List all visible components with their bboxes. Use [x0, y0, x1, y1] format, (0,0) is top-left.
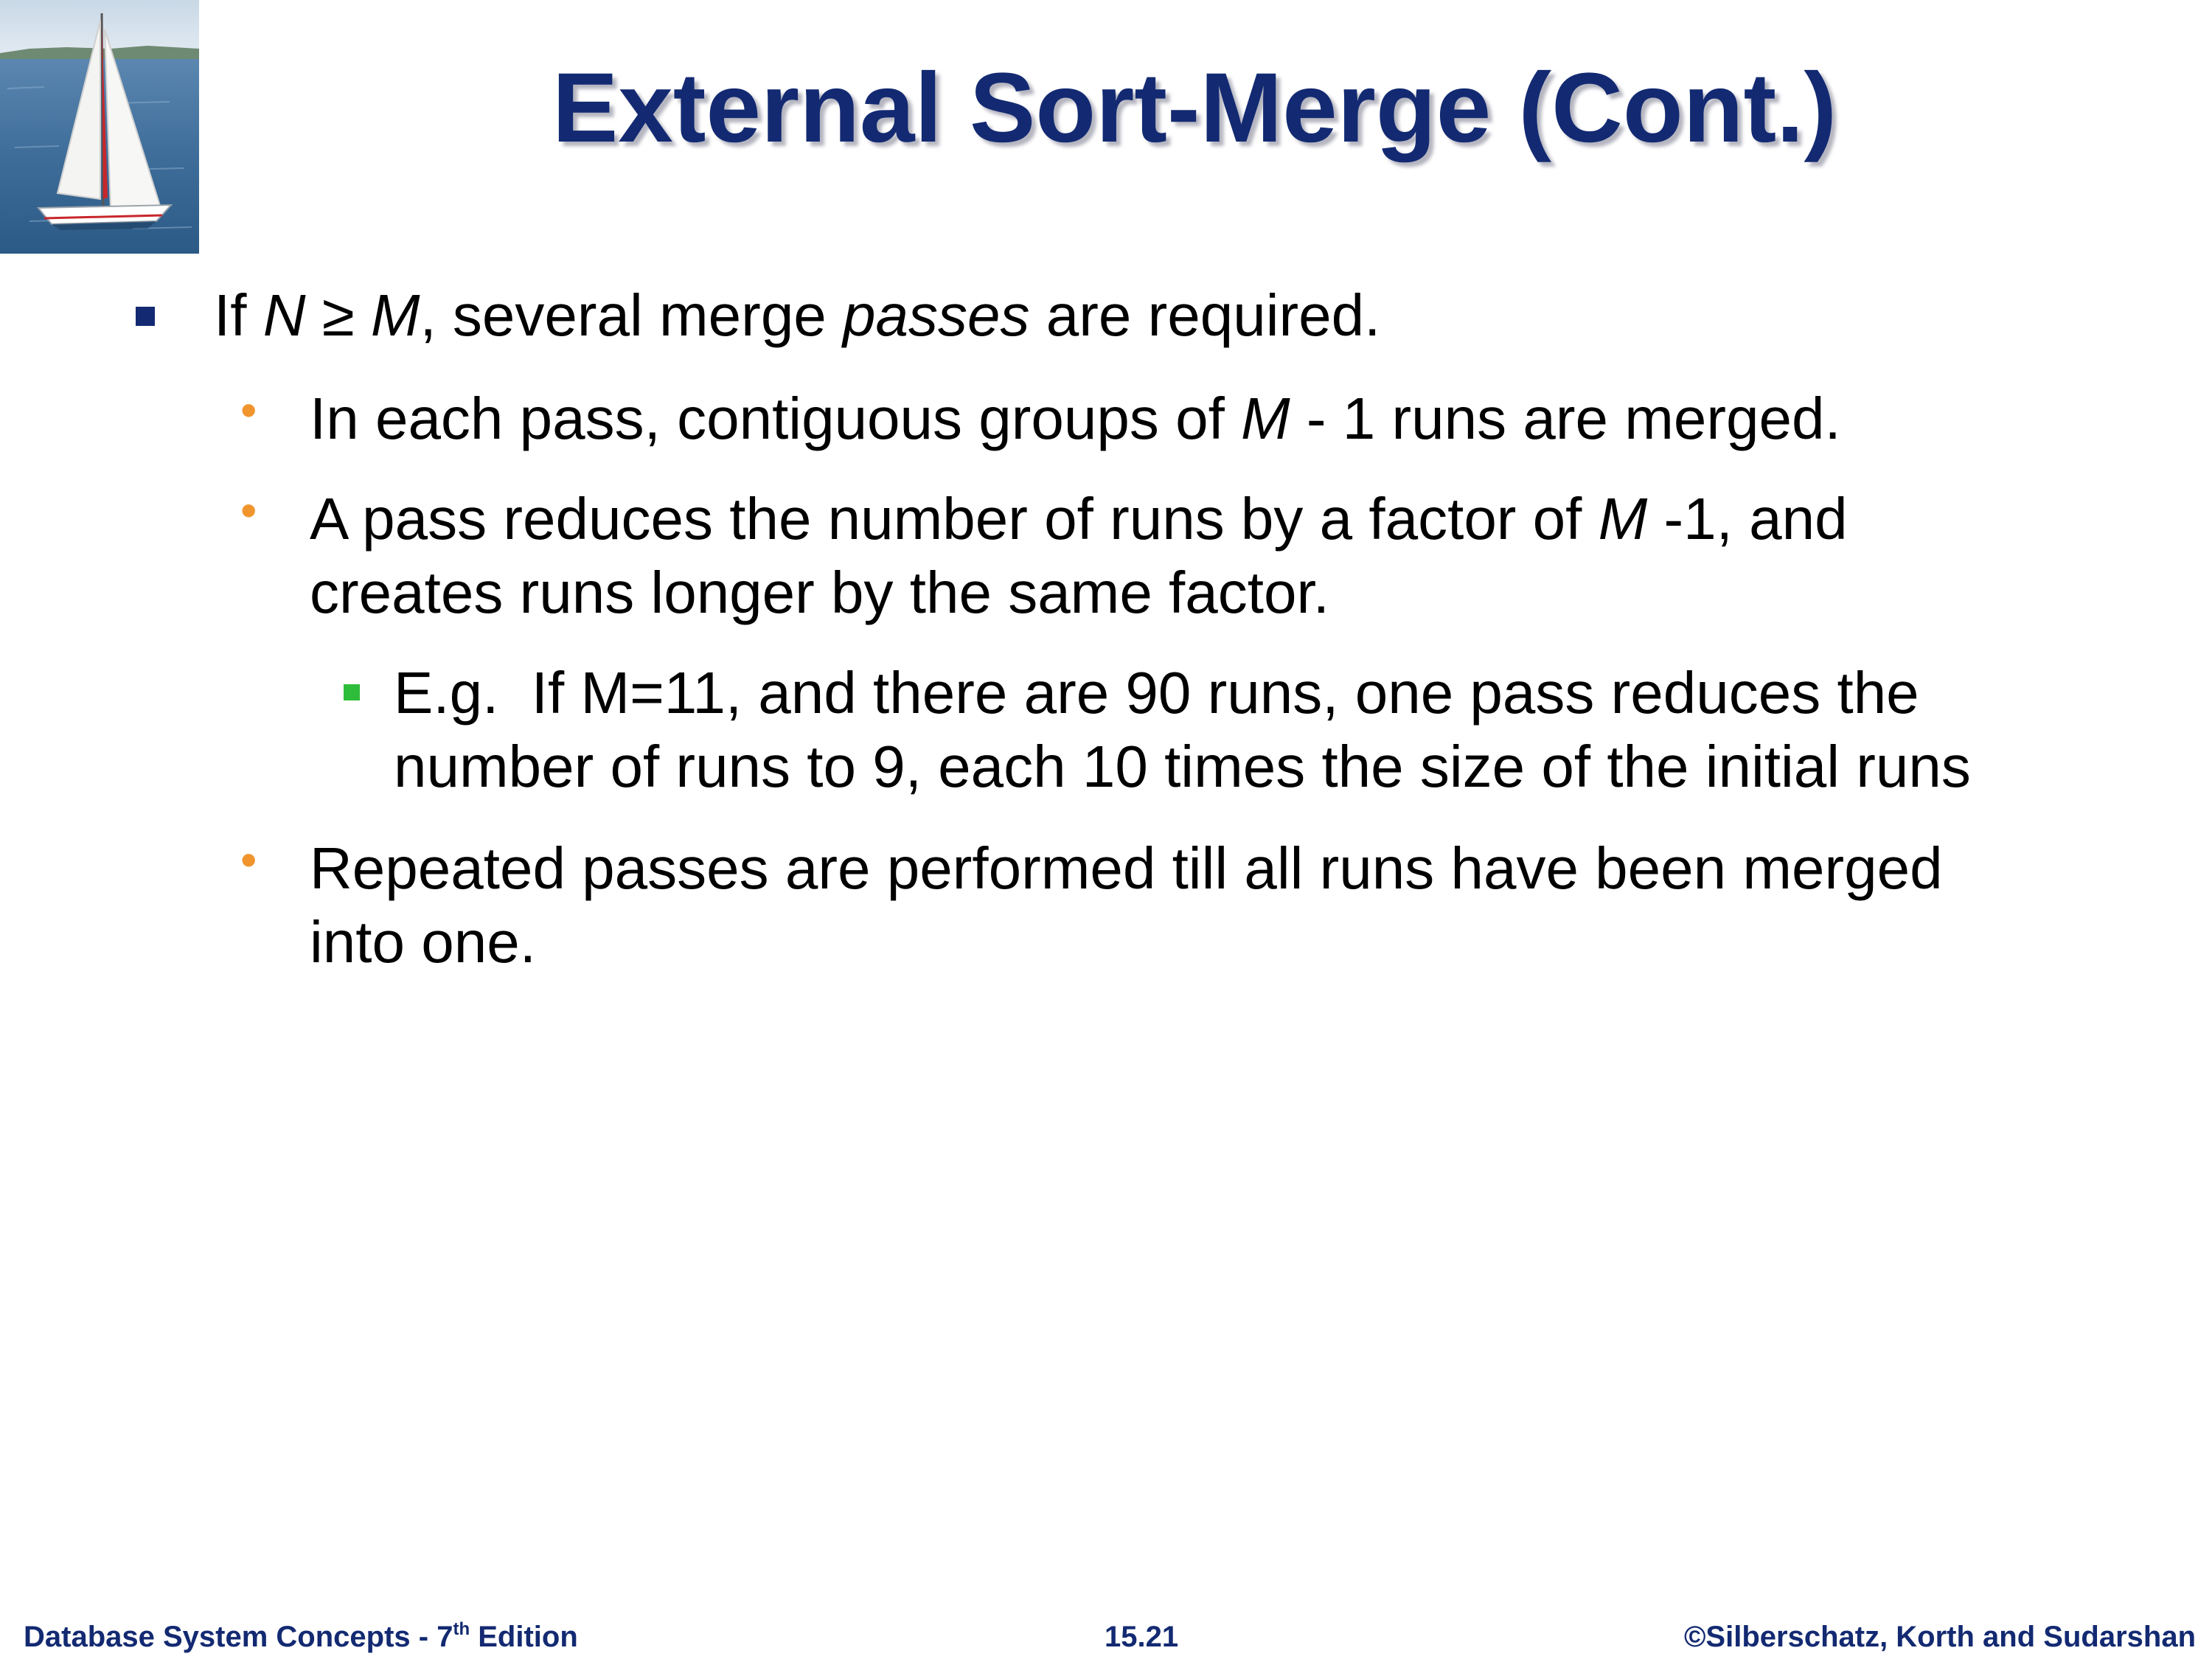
dot-bullet-icon: • [240, 833, 257, 886]
footer-superscript: th [453, 1619, 470, 1639]
dot-bullet-icon: • [240, 484, 257, 537]
footer-text: Database System Concepts - 7 [24, 1621, 453, 1653]
footer-book-title [24, 1621, 578, 1654]
bullet-text: If [214, 282, 263, 348]
slide-title: External Sort-Merge (Cont.) [552, 53, 1837, 163]
bullet-text: A pass reduces the number of runs by a factor of [310, 486, 1599, 552]
bullet-item-reduces [310, 482, 1848, 630]
bullet-item-repeated [310, 832, 1943, 979]
variable-m: M [1241, 386, 1290, 451]
bullet-item-example [394, 656, 1971, 804]
footer-copyright: ©Silberschatz, Korth and Sudarshan [1683, 1621, 2196, 1653]
bullet-line [310, 482, 1848, 556]
square-bullet-icon [136, 307, 155, 326]
bullet-line: into one. [310, 909, 536, 975]
bullet-text: , several merge [420, 282, 844, 348]
ge-symbol: ≥ [305, 282, 371, 348]
bullet-text: In each pass, contiguous groups of [310, 386, 1242, 451]
bullet-text: - 1 runs are merged. [1290, 386, 1841, 451]
bullet-line: Repeated passes are performed till all runs have been merged [310, 835, 1943, 901]
footer-page-number: 15.21 [1105, 1621, 1179, 1653]
variable-n: N [262, 282, 306, 348]
emphasis-passes: passes [843, 282, 1030, 348]
bullet-text: are required. [1029, 282, 1381, 348]
variable-m: M [1598, 486, 1648, 552]
bullet-line: creates runs longer by the same factor. [310, 560, 1329, 625]
dot-bullet-icon: • [240, 383, 257, 437]
bullet-item-passes [214, 279, 1380, 352]
footer-text: Edition [470, 1621, 578, 1653]
green-square-bullet-icon [344, 684, 360, 700]
bullet-item-each-pass [310, 382, 1841, 456]
bullet-text: -1, and [1647, 486, 1848, 552]
bullet-line: number of runs to 9, each 10 times the size of the initial runs [394, 734, 1971, 799]
bullet-line: E.g. If M=11, and there are 90 runs, one pass reduces the [394, 660, 1919, 726]
variable-m: M [370, 282, 420, 348]
